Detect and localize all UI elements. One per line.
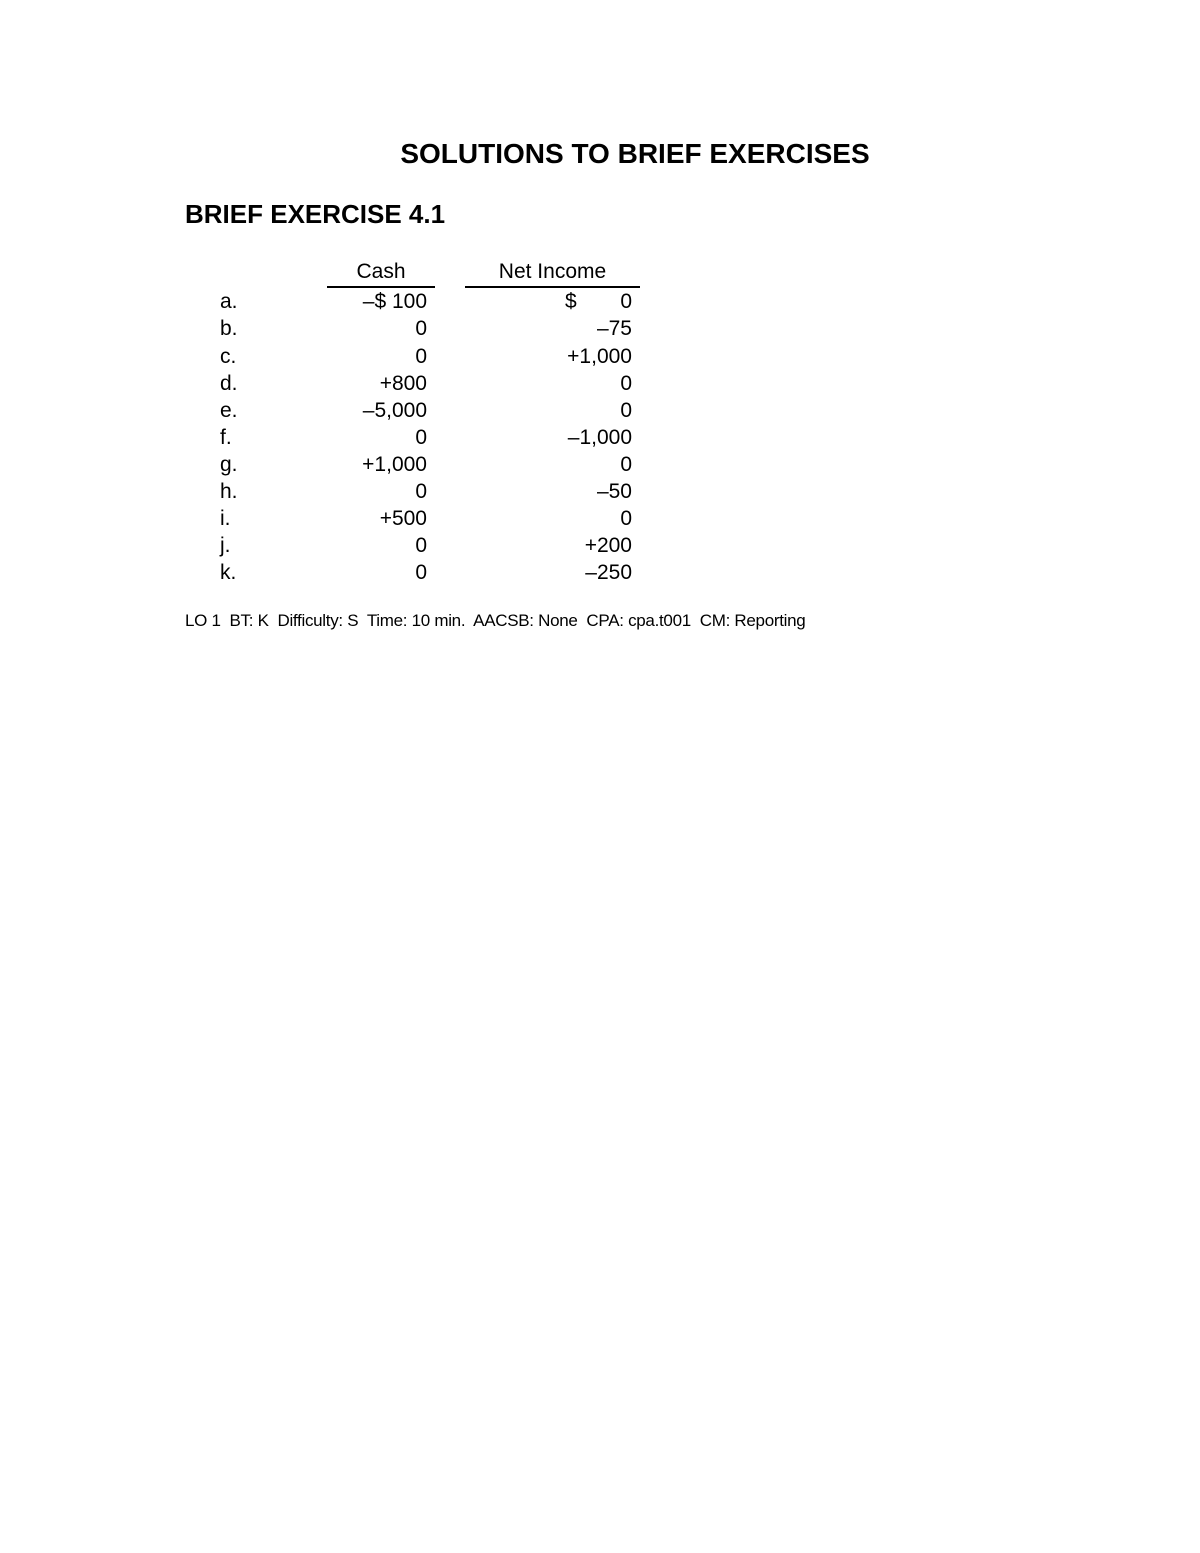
- net-income-value: –250: [585, 561, 632, 584]
- row-letter: j.: [220, 534, 231, 557]
- net-income-value: 0: [620, 453, 632, 476]
- column-header-net-income: Net Income: [465, 257, 640, 288]
- row-letter: e.: [220, 399, 238, 422]
- net-income-value: 0: [620, 399, 632, 422]
- row-letter: h.: [220, 480, 238, 503]
- cash-value: 0: [415, 561, 427, 584]
- cash-value: 0: [415, 534, 427, 557]
- row-letter: a.: [220, 290, 238, 313]
- cash-value: –5,000: [362, 399, 427, 422]
- column-header-cash: Cash: [327, 257, 435, 288]
- table-row: [0, 397, 700, 424]
- cash-value: 0: [415, 317, 427, 340]
- cash-value: 0: [415, 345, 427, 368]
- table-row: [0, 370, 700, 397]
- net-income-value: –50: [596, 480, 632, 503]
- table-row: [0, 315, 700, 342]
- row-letter: c.: [220, 345, 237, 368]
- net-income-value: –1,000: [567, 426, 632, 449]
- table-row: [0, 343, 700, 370]
- table-row: [0, 451, 700, 478]
- row-letter: k.: [220, 561, 237, 584]
- cash-value: +500: [379, 507, 427, 530]
- dollar-sign: $: [565, 290, 577, 313]
- learning-objective-footer: LO 1 BT: K Difficulty: S Time: 10 min. AACSB: None CPA: cpa.t001 CM: Reporting: [185, 611, 806, 630]
- page-title: SOLUTIONS TO BRIEF EXERCISES: [400, 138, 870, 169]
- cash-value: 0: [415, 480, 427, 503]
- row-letter: b.: [220, 317, 238, 340]
- net-income-value: +1,000: [567, 345, 632, 368]
- net-income-value: 0: [620, 290, 632, 313]
- row-letter: g.: [220, 453, 238, 476]
- cash-value: –$ 100: [362, 290, 427, 313]
- row-letter: d.: [220, 372, 238, 395]
- net-income-value: 0: [620, 507, 632, 530]
- row-letter: f.: [220, 426, 232, 449]
- cash-value: +800: [379, 372, 427, 395]
- table-row: [0, 559, 700, 586]
- section-title: BRIEF EXERCISE 4.1: [185, 199, 446, 229]
- table-row: [0, 505, 700, 532]
- net-income-value: –75: [596, 317, 632, 340]
- row-letter: i.: [220, 507, 231, 530]
- net-income-value: 0: [620, 372, 632, 395]
- table-row: [0, 478, 700, 505]
- table-row: [0, 288, 700, 315]
- net-income-value: +200: [584, 534, 632, 557]
- table-row: [0, 532, 700, 559]
- cash-value: +1,000: [362, 453, 427, 476]
- table-row: [0, 424, 700, 451]
- cash-value: 0: [415, 426, 427, 449]
